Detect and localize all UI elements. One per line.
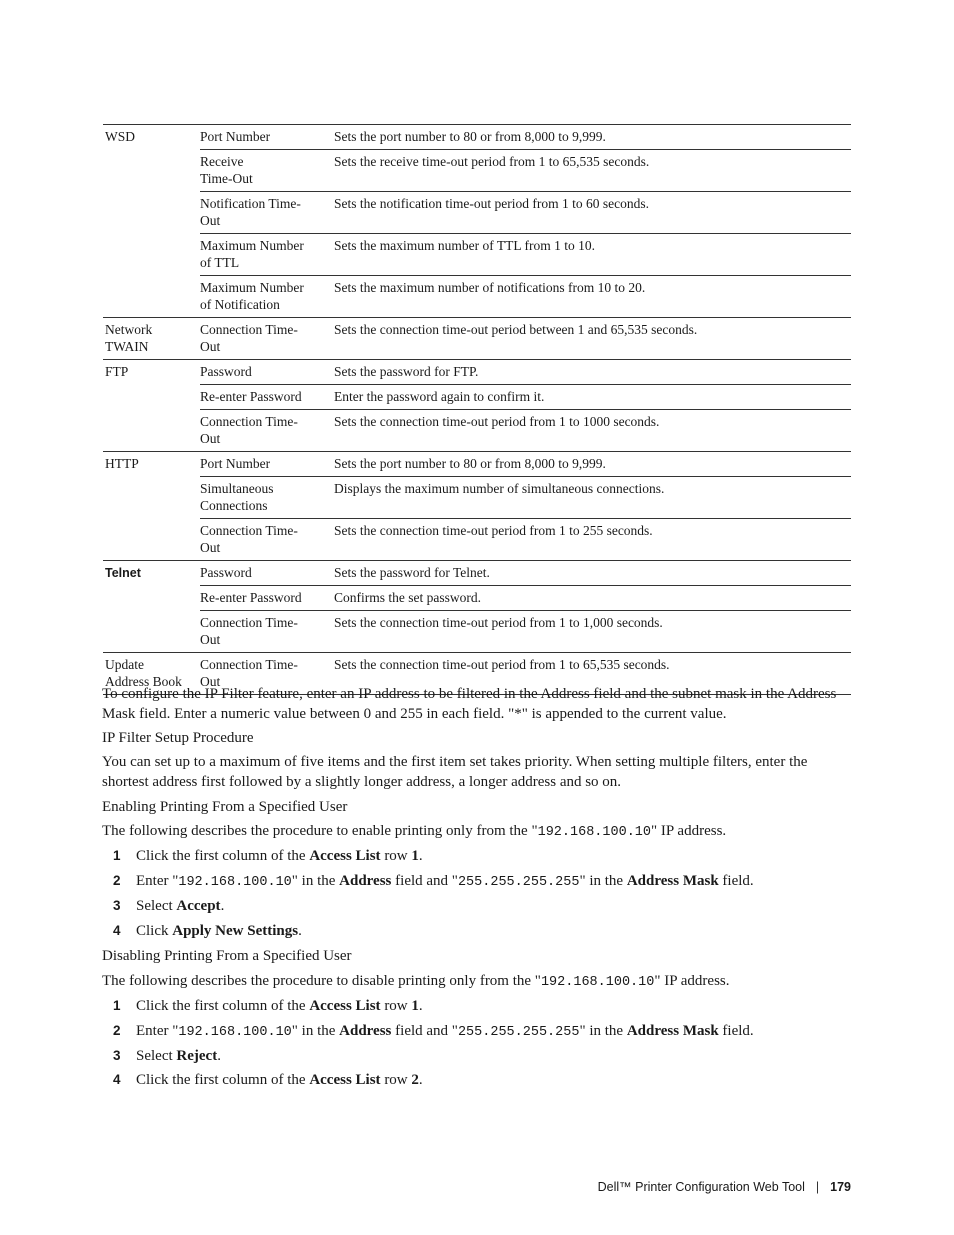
table-row: [103, 561, 851, 586]
ip-filter-heading: IP Filter Setup Procedure: [102, 730, 254, 746]
page-number: 179: [830, 1180, 851, 1194]
description-cell: Sets the connection time-out period from 1 to 255 seconds.: [334, 523, 653, 538]
setting-cell: Connection Time- Out: [200, 523, 298, 555]
description-cell: Sets the receive time-out period from 1 to 65,535 seconds.: [334, 154, 650, 169]
enable-step-2: 2 Enter "192.168.100.10" in the Address field and "255.255.255.255" in the Address Mask field.: [113, 873, 754, 890]
table-row: [103, 360, 851, 385]
enable-step-4: 4 Click Apply New Settings.: [113, 923, 302, 939]
description-cell: Sets the maximum number of TTL from 1 to 10.: [334, 238, 595, 253]
protocol-cell: FTP: [105, 364, 129, 379]
description-cell: Sets the connection time-out period between 1 and 65,535 seconds.: [334, 322, 698, 337]
description-cell: Sets the password for Telnet.: [334, 565, 490, 580]
description-cell: Sets the connection time-out period from 1 to 65,535 seconds.: [334, 657, 670, 672]
setting-cell: Port Number: [200, 456, 271, 471]
settings-table: [103, 124, 851, 695]
description-cell: Sets the password for FTP.: [334, 364, 479, 379]
footer-title: Dell™ Printer Configuration Web Tool: [597, 1180, 805, 1194]
table-row: [103, 125, 851, 150]
protocol-cell: WSD: [105, 129, 135, 144]
description-cell: Sets the port number to 80 or from 8,000 to 9,999.: [334, 129, 606, 144]
setting-cell: Re-enter Password: [200, 389, 302, 404]
setting-cell: Receive Time-Out: [200, 154, 253, 186]
disable-step-4: 4 Click the first column of the Access List row 2.: [113, 1072, 423, 1088]
setting-cell: Simultaneous Connections: [200, 481, 274, 513]
description-cell: Sets the notification time-out period from 1 to 60 seconds.: [334, 196, 649, 211]
description-cell: Confirms the set password.: [334, 590, 481, 605]
table-row: [103, 150, 851, 192]
protocol-cell: HTTP: [105, 456, 139, 471]
enable-step-3: 3 Select Accept.: [113, 898, 225, 914]
table-row: [103, 318, 851, 360]
description-cell: Displays the maximum number of simultaneous connections.: [334, 481, 665, 496]
description-cell: Enter the password again to confirm it.: [334, 389, 545, 404]
setting-cell: Connection Time- Out: [200, 657, 298, 689]
setting-cell: Re-enter Password: [200, 590, 302, 605]
table-row: [103, 477, 851, 519]
table-row: [103, 611, 851, 653]
setting-cell: Connection Time- Out: [200, 615, 298, 647]
disable-heading: Disabling Printing From a Specified User: [102, 948, 352, 964]
setting-cell: Password: [200, 565, 252, 580]
table-row: [103, 192, 851, 234]
description-cell: Sets the maximum number of notifications from 10 to 20.: [334, 280, 646, 295]
table-row: [103, 385, 851, 410]
setting-cell: Maximum Number of TTL: [200, 238, 304, 270]
table-row: [103, 452, 851, 477]
disable-step-2: 2 Enter "192.168.100.10" in the Address field and "255.255.255.255" in the Address Mask field.: [113, 1023, 754, 1040]
page-footer: [560, 1180, 851, 1194]
enable-step-1: 1 Click the first column of the Access List row 1.: [113, 848, 423, 864]
table-row: [103, 519, 851, 561]
protocol-cell: Network TWAIN: [105, 322, 153, 354]
enable-intro: The following describes the procedure to enable printing only from the "192.168.100.10" IP address.: [102, 823, 727, 840]
description-cell: Sets the port number to 80 or from 8,000 to 9,999.: [334, 456, 606, 471]
setting-cell: Connection Time- Out: [200, 322, 298, 354]
table-row: [103, 410, 851, 452]
setting-cell: Connection Time- Out: [200, 414, 298, 446]
description-cell: Sets the connection time-out period from 1 to 1,000 seconds.: [334, 615, 663, 630]
footer-separator: |: [815, 1180, 820, 1194]
disable-step-3: 3 Select Reject.: [113, 1048, 221, 1064]
setting-cell: Notification Time- Out: [200, 196, 301, 228]
disable-step-1: 1 Click the first column of the Access List row 1.: [113, 998, 423, 1014]
ip-filter-intro: To configure the IP Filter feature, enter an IP address to be filtered in the Address field and the subnet mask in the Address Mask field. Enter a numeric value between 0 and 255 in each field. "*" is appended to the current value.: [102, 686, 837, 722]
setting-cell: Maximum Number of Notification: [200, 280, 304, 312]
setting-cell: Password: [200, 364, 252, 379]
setting-cell: Port Number: [200, 129, 271, 144]
protocol-cell: Update Address Book: [105, 657, 182, 689]
description-cell: Sets the connection time-out period from 1 to 1000 seconds.: [334, 414, 660, 429]
table-row: [103, 276, 851, 318]
disable-intro: The following describes the procedure to disable printing only from the "192.168.100.10" IP address.: [102, 973, 730, 990]
table-row: [103, 586, 851, 611]
ip-filter-text: You can set up to a maximum of five items and the first item set takes priority. When setting multiple filters, enter the shortest address first followed by a slightly longer address, a longer address and so on.: [102, 754, 808, 790]
enable-heading: Enabling Printing From a Specified User: [102, 799, 348, 815]
protocol-cell: Telnet: [105, 566, 141, 580]
table-row: [103, 234, 851, 276]
